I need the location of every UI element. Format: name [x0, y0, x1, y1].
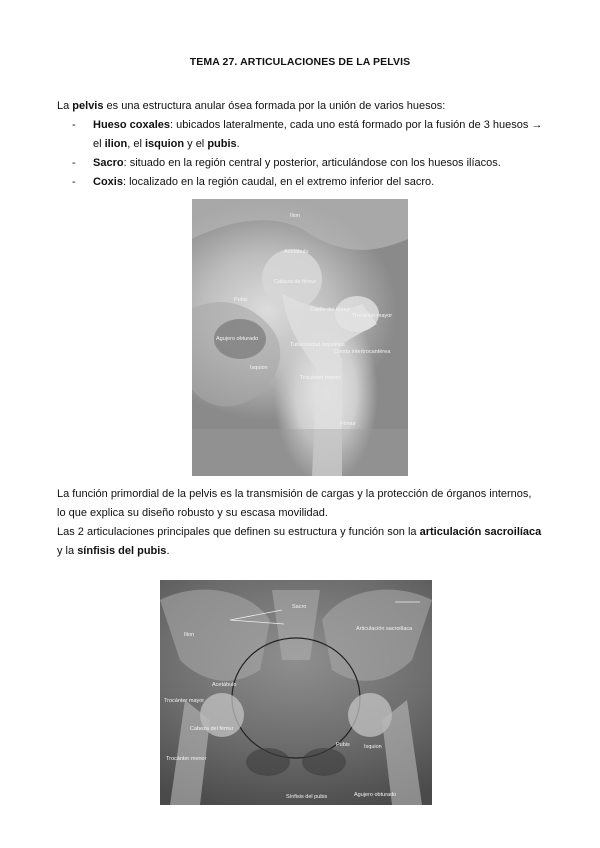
fig1-label-pubis: Pubis: [234, 297, 248, 303]
item-bold-ilion: ilion: [104, 138, 128, 150]
fig1-label-cresta: Cresta intertrocantérea: [334, 349, 391, 355]
para-line: .: [166, 545, 170, 557]
fig1-label-ilion: Ilion: [290, 213, 301, 219]
page-title: TEMA 27. ARTICULACIONES DE LA PELVIS: [189, 56, 411, 68]
fig1-label-trocanter-mayor: Trocánter mayor: [352, 313, 393, 319]
item-bold: Coxis: [93, 176, 123, 188]
item-text: el: [93, 138, 105, 150]
bone-list: [72, 116, 552, 192]
item-bold: Hueso coxales: [93, 119, 171, 131]
para-line: y la: [57, 545, 78, 557]
fig1-label-isquion: Isquion: [250, 365, 268, 371]
item-text: : localizado en la región caudal, en el extremo inferior del sacro.: [122, 176, 435, 188]
para-line: Las 2 articulaciones principales que definen su estructura y función son la: [57, 526, 420, 538]
fig2-label-cabeza-femur: Cabeza del fémur: [190, 726, 234, 732]
fig1-label-acetabulo: Acetábulo: [284, 249, 309, 255]
pelvis-xray-image: [160, 580, 432, 805]
item-text: : situado en la región central y posterior, articulándose con los huesos ilíacos.: [123, 157, 501, 169]
item-text: , el: [127, 138, 145, 150]
fig1-label-tuberosidad: Tuberosidad isquiática: [290, 342, 345, 348]
para-line: La función primordial de la pelvis es la transmisión de cargas y la protección de órganos internos,: [57, 488, 532, 500]
fig1-label-femur: Fémur: [340, 421, 356, 427]
item-bold: Sacro: [93, 157, 124, 169]
fig2-label-ilion: Ilion: [184, 632, 195, 638]
fig2-label-agujero-obturado: Agujero obturado: [354, 792, 397, 798]
para-line: lo que explica su diseño robusto y su escasa movilidad.: [57, 507, 328, 519]
list-item-coxis: [72, 173, 552, 192]
fig2-label-sinfisis: Sínfisis del pubis: [286, 794, 328, 800]
pelvis-xray-drawing: [160, 580, 432, 805]
intro-paragraph: [57, 97, 547, 116]
fig2-label-trocanter-menor: Trocánter menor: [166, 756, 207, 762]
para-bold-sinfisis: sínfisis del pubis: [77, 545, 167, 557]
item-bold-pubis: pubis: [207, 138, 237, 150]
item-bold-isquion: isquion: [144, 138, 185, 150]
list-dash: -: [72, 176, 76, 188]
intro-bold-pelvis: pelvis: [72, 100, 104, 112]
fig2-label-isquion: Isquion: [364, 744, 382, 750]
hip-xray-image: [192, 199, 408, 476]
list-dash: -: [72, 119, 76, 131]
list-item-sacro: [72, 154, 552, 173]
item-text: y el: [184, 138, 208, 150]
fig1-label-trocanter-menor: Trocánter menor: [300, 375, 341, 381]
list-item-hueso-coxales: [72, 116, 552, 154]
list-dash: -: [72, 157, 76, 169]
fig1-label-cabeza-femur: Cabeza de fémur: [274, 279, 317, 285]
item-text: .: [236, 138, 240, 150]
fig2-label-pubis: Pubis: [336, 742, 350, 748]
function-paragraph: [57, 485, 547, 561]
intro-text-pre: La: [57, 100, 73, 112]
fig2-label-articulacion-sacroiliaca: Articulación sacroilíaca: [356, 626, 413, 632]
fig1-label-cuello-femur: Cuello del fémur: [310, 307, 351, 313]
fig2-label-sacro: Sacro: [292, 604, 307, 610]
fig2-label-acetabulo: Acetábulo: [212, 682, 237, 688]
fig2-label-trocanter-mayor: Trocánter mayor: [164, 698, 205, 704]
item-text: : ubicados lateralmente, cada uno está formado por la fusión de 3 huesos →: [170, 119, 543, 131]
para-bold-sacroiliaca: articulación sacroilíaca: [419, 526, 542, 538]
intro-text-post: es una estructura anular ósea formada por la unión de varios huesos:: [103, 100, 446, 112]
fig1-label-agujero-obturado: Agujero obturado: [216, 336, 259, 342]
